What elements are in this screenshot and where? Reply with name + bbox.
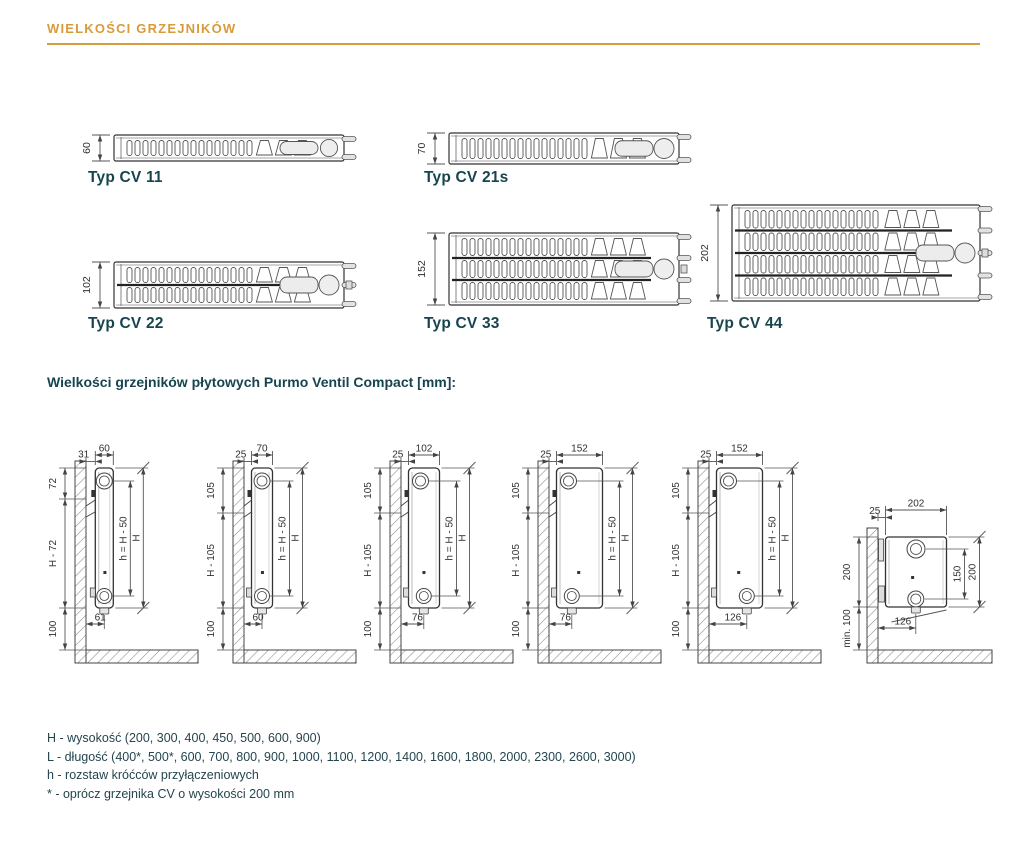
side-view-cv22-drawing	[360, 428, 525, 673]
svg-text:76: 76	[559, 612, 571, 624]
svg-text:70: 70	[416, 142, 428, 155]
cross-section-cv21s-label: Typ CV 21s	[424, 169, 509, 186]
svg-text:150: 150	[952, 565, 964, 583]
svg-text:60: 60	[81, 142, 93, 154]
vent-circle	[721, 473, 737, 489]
cross-section-cv44-label: Typ CV 44	[707, 315, 783, 332]
svg-text:202: 202	[907, 498, 925, 510]
svg-text:100: 100	[206, 620, 217, 638]
vent-circle	[96, 473, 112, 489]
svg-text:105: 105	[363, 482, 374, 499]
wall	[75, 461, 86, 663]
valve-connection	[552, 588, 557, 597]
cross-section-cv44-drawing	[698, 198, 998, 308]
svg-text:100: 100	[48, 620, 59, 638]
svg-text:100: 100	[671, 620, 682, 638]
svg-text:H - 105: H - 105	[511, 544, 522, 577]
floor	[878, 650, 992, 663]
svg-text:h = H - 50: h = H - 50	[277, 516, 289, 561]
floor	[86, 650, 198, 663]
svg-text:h = H - 50: h = H - 50	[444, 516, 456, 561]
cross-section-cv33-label: Typ CV 33	[424, 315, 500, 332]
radiator-body	[557, 468, 603, 608]
legend	[47, 729, 636, 803]
svg-text:min. 100: min. 100	[842, 609, 853, 648]
valve-connection	[404, 588, 409, 597]
svg-text:100: 100	[511, 620, 522, 638]
svg-text:72: 72	[48, 477, 59, 490]
cross-section-cv11-drawing	[80, 128, 362, 168]
svg-text:105: 105	[511, 482, 522, 499]
legend-line-length: L - długość (400*, 500*, 600, 700, 800, 900, 1000, 1100, 1200, 1400, 1600, 1800, 2000, 2300, 2600, 3000)	[47, 749, 636, 764]
svg-text:H: H	[457, 534, 469, 542]
valve-circle	[564, 589, 579, 604]
valve-connection	[90, 588, 95, 597]
floor	[244, 650, 356, 663]
legend-line-height: H - wysokość (200, 300, 400, 450, 500, 600, 900)	[47, 731, 321, 745]
svg-text:H - 105: H - 105	[363, 544, 374, 577]
svg-text:H: H	[780, 534, 792, 542]
wall	[698, 461, 709, 663]
svg-text:152: 152	[416, 260, 428, 278]
pipe	[879, 539, 884, 561]
side-view-cv11-drawing	[45, 428, 210, 673]
svg-text:H: H	[290, 534, 302, 542]
svg-text:126: 126	[724, 612, 742, 624]
svg-text:H - 105: H - 105	[206, 544, 217, 577]
svg-text:H - 72: H - 72	[48, 539, 59, 568]
valve-circle	[416, 589, 431, 604]
valve-circle	[739, 589, 754, 604]
legend-line-spacing: h - rozstaw króćców przyłączeniowych	[47, 768, 259, 782]
floor	[401, 650, 513, 663]
radiator-body	[717, 468, 763, 608]
svg-text:h = H - 50: h = H - 50	[607, 516, 619, 561]
page-title: WIELKOŚCI GRZEJNIKÓW	[47, 21, 237, 36]
valve-circle	[97, 589, 112, 604]
wall	[538, 461, 549, 663]
cross-section-cv33-drawing	[415, 226, 697, 312]
valve-connection	[712, 588, 717, 597]
vent-circle	[561, 473, 577, 489]
svg-text:h = H - 50: h = H - 50	[118, 516, 130, 561]
legend-line-footnote: * - oprócz grzejnika CV o wysokości 200 mm	[47, 786, 295, 801]
wall	[390, 461, 401, 663]
svg-text:152: 152	[571, 443, 588, 455]
wall	[233, 461, 244, 663]
wall	[867, 528, 878, 663]
valve-connection	[879, 586, 885, 602]
svg-text:60: 60	[252, 612, 264, 624]
cross-section-cv21s-drawing	[415, 126, 697, 171]
cross-section-cv22-drawing	[80, 255, 362, 315]
svg-text:25: 25	[392, 449, 404, 461]
svg-text:70: 70	[256, 443, 268, 455]
cross-section-cv11-label: Typ CV 11	[88, 169, 163, 186]
valve-circle	[908, 591, 924, 607]
valve-connection	[247, 588, 252, 597]
svg-text:h = H - 50: h = H - 50	[767, 516, 779, 561]
radiator-body	[409, 468, 440, 608]
svg-text:202: 202	[699, 244, 711, 262]
svg-text:152: 152	[731, 443, 748, 455]
svg-text:H - 105: H - 105	[671, 544, 682, 577]
drain-plug	[911, 607, 920, 613]
cross-section-cv22-label: Typ CV 22	[88, 315, 164, 332]
svg-text:200: 200	[842, 563, 853, 581]
side-view-cv33-drawing	[508, 428, 673, 673]
svg-text:102: 102	[415, 443, 433, 455]
svg-text:200: 200	[967, 563, 979, 581]
svg-text:105: 105	[206, 482, 217, 499]
svg-text:76: 76	[411, 612, 423, 624]
vent-circle	[254, 473, 270, 489]
svg-text:102: 102	[81, 276, 93, 294]
side-view-detail-drawing	[839, 428, 1024, 673]
svg-text:25: 25	[235, 449, 247, 461]
svg-text:60: 60	[98, 443, 110, 455]
svg-text:25: 25	[540, 449, 552, 461]
svg-text:H: H	[131, 534, 143, 542]
section-heading: Wielkości grzejników płytowych Purmo Ventil Compact [mm]:	[47, 374, 457, 390]
svg-text:25: 25	[700, 449, 712, 461]
svg-text:25: 25	[869, 506, 881, 517]
svg-text:100: 100	[363, 620, 374, 638]
vent-circle	[413, 473, 429, 489]
floor	[549, 650, 661, 663]
svg-text:31: 31	[78, 449, 90, 461]
svg-text:H: H	[620, 534, 632, 542]
svg-text:126: 126	[894, 616, 912, 628]
header-rule	[47, 43, 980, 45]
floor	[709, 650, 821, 663]
side-view-cv44-drawing	[668, 428, 833, 673]
svg-text:61: 61	[94, 612, 106, 624]
vent-circle	[907, 540, 925, 558]
valve-circle	[255, 589, 270, 604]
svg-text:105: 105	[671, 482, 682, 499]
drain-plug	[742, 608, 751, 614]
side-view-cv21s-drawing	[203, 428, 368, 673]
